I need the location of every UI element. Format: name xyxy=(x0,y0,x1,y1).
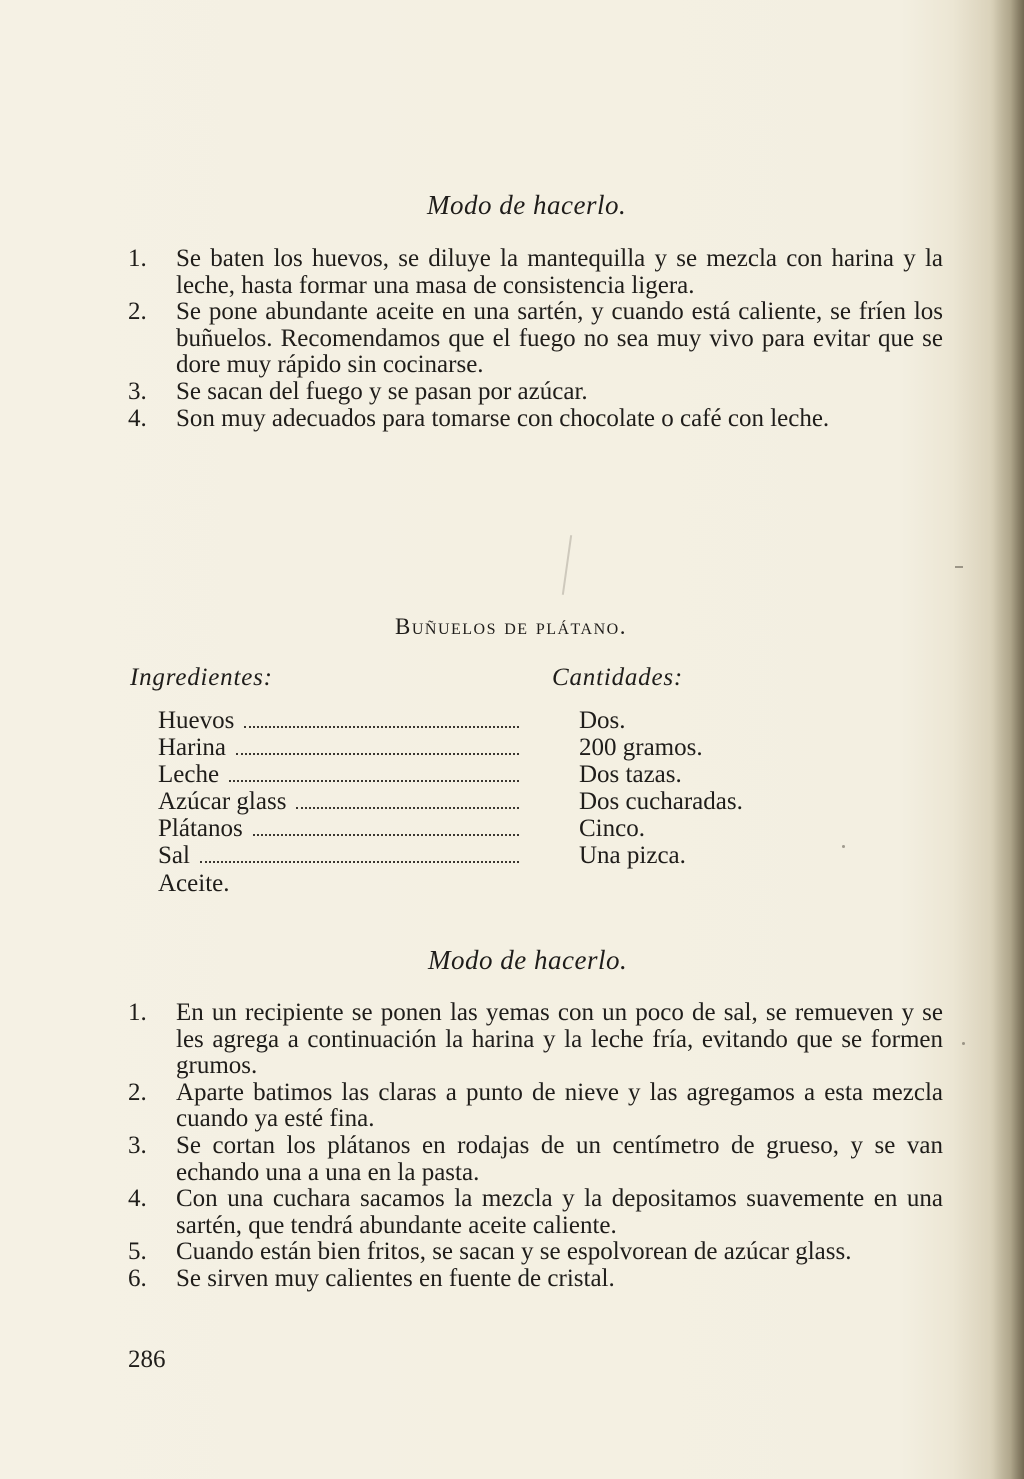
step-text: En un recipiente se ponen las yemas con un poco de sal, se remueven y se les agrega a continuación la harina y la leche fría, evitando que se formen grumos. xyxy=(176,999,943,1080)
dot-leader xyxy=(296,807,519,809)
quantity-value: 200 gramos. xyxy=(579,734,703,762)
recipe-title: Buñuelos de plátano. xyxy=(395,614,627,639)
paper-mark xyxy=(562,535,572,595)
step-text: Son muy adecuados para tomarse con chocolate o café con leche. xyxy=(176,404,830,432)
step-number: 5. xyxy=(128,1238,147,1266)
page-number: 286 xyxy=(128,1346,166,1373)
ingredient-name: Plátanos xyxy=(158,815,243,843)
ingredient-row xyxy=(158,870,523,897)
paper-mark xyxy=(962,1042,965,1045)
paper-mark xyxy=(842,845,845,848)
page-binding-shadow xyxy=(990,0,1024,1479)
step-number: 4. xyxy=(128,1185,147,1213)
ingredients-heading: Ingredientes: xyxy=(130,664,273,691)
method-step xyxy=(128,1133,943,1186)
paper-mark xyxy=(955,566,963,568)
quantity-value: Cinco. xyxy=(579,815,645,843)
ingredient-name: Leche xyxy=(158,761,220,789)
quantities-heading: Cantidades: xyxy=(552,664,684,691)
quantity-value: Dos. xyxy=(579,707,626,734)
dot-leader xyxy=(236,753,519,755)
ingredient-row xyxy=(158,761,523,788)
method-step xyxy=(128,299,943,379)
method-step xyxy=(128,1000,943,1080)
ingredient-name: Azúcar glass xyxy=(158,788,287,816)
step-number: 1. xyxy=(128,999,147,1026)
quantity-value: Una pizca. xyxy=(579,842,686,870)
method-steps-list-2 xyxy=(128,1000,943,1293)
step-text: Se cortan los plátanos en rodajas de un centímetro de grueso, y se van echando una a una en la pasta. xyxy=(176,1131,943,1186)
method-step xyxy=(128,246,943,299)
dot-leader xyxy=(200,861,519,863)
dot-leader xyxy=(244,726,519,728)
step-number: 3. xyxy=(128,1131,147,1159)
ingredient-row xyxy=(158,707,523,734)
ingredient-name: Sal xyxy=(158,842,190,870)
step-text: Aparte batimos las claras a punto de nieve y las agregamos a esta mezcla cuando ya esté fina. xyxy=(176,1078,943,1133)
dot-leader xyxy=(253,834,519,836)
step-text: Se sirven muy calientes en fuente de cristal. xyxy=(176,1264,615,1292)
method-step xyxy=(128,1266,943,1293)
step-number: 2. xyxy=(128,298,147,326)
dot-leader xyxy=(229,780,519,782)
step-text: Con una cuchara sacamos la mezcla y la depositamos suavemente en una sartén, que tendrá abundante aceite caliente. xyxy=(176,1185,943,1239)
ingredient-row xyxy=(158,788,523,815)
ingredients-list xyxy=(158,707,523,897)
method-step xyxy=(128,1080,943,1133)
step-number: 2. xyxy=(128,1078,147,1106)
step-number: 4. xyxy=(128,404,147,432)
section-heading-method-1: Modo de hacerlo. xyxy=(427,190,627,220)
method-steps-list-1 xyxy=(128,246,943,432)
step-text: Se baten los huevos, se diluye la mantequilla y se mezcla con harina y la leche, hasta formar una masa de consistencia ligera. xyxy=(176,245,943,299)
quantity-value: Dos cucharadas. xyxy=(579,788,743,816)
quantities-list xyxy=(579,707,743,870)
ingredient-row xyxy=(158,815,523,842)
ingredient-name: Aceite. xyxy=(158,869,230,897)
method-step xyxy=(128,379,943,406)
step-number: 1. xyxy=(128,245,147,272)
step-number: 6. xyxy=(128,1264,147,1292)
ingredient-row xyxy=(158,734,523,761)
step-text: Se pone abundante aceite en una sartén, y cuando está caliente, se fríen los buñuelos. Recomendamos que el fuego no sea muy vivo para evitar que se dore muy rápido sin cocinarse. xyxy=(176,298,943,379)
ingredient-name: Harina xyxy=(158,734,227,762)
method-step xyxy=(128,406,943,433)
quantity-value: Dos tazas. xyxy=(579,761,682,789)
step-text: Cuando están bien fritos, se sacan y se espolvorean de azúcar glass. xyxy=(176,1238,852,1266)
method-step xyxy=(128,1239,943,1266)
step-number: 3. xyxy=(128,377,147,405)
section-heading-method-2: Modo de hacerlo. xyxy=(428,945,628,975)
ingredient-name: Huevos xyxy=(158,707,235,734)
method-step xyxy=(128,1186,943,1239)
step-text: Se sacan del fuego y se pasan por azúcar. xyxy=(176,377,588,405)
ingredient-row xyxy=(158,842,523,869)
